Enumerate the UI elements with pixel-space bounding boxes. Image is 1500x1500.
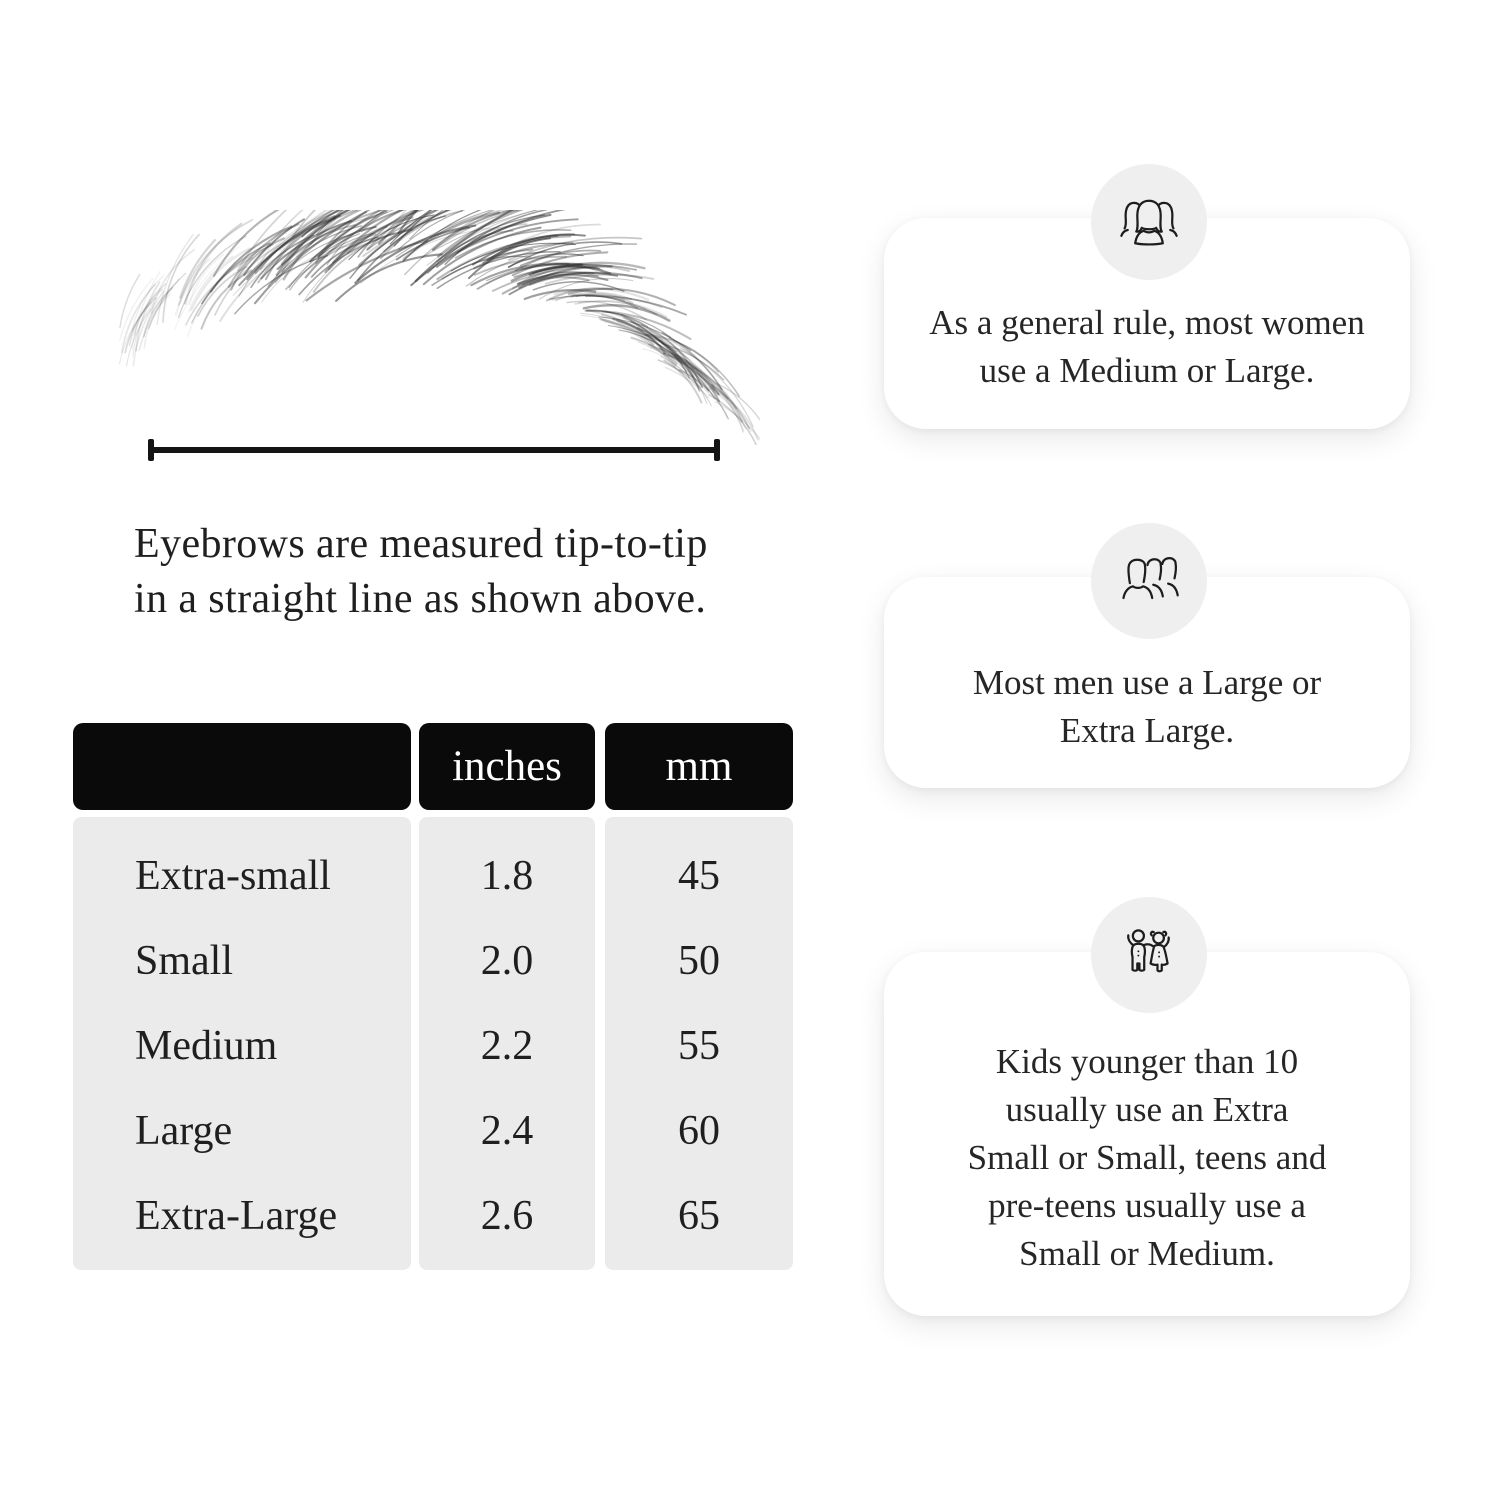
table-column-mm <box>605 817 793 1270</box>
table-cell-inches: 2.4 <box>480 1107 534 1154</box>
table-cell-inches: 2.6 <box>480 1192 534 1239</box>
measurement-line <box>150 439 718 461</box>
card-text-line: usually use an Extra <box>1005 1090 1289 1129</box>
measurement-end-tick-right <box>714 439 720 461</box>
table-cell-label: Extra-small <box>135 852 331 899</box>
table-cell-label: Extra-Large <box>135 1192 338 1239</box>
men-group-icon <box>1115 547 1183 615</box>
card-text-line: Kids younger than 10 <box>995 1042 1299 1081</box>
table-header-mm: mm <box>605 723 793 810</box>
card-men-text <box>884 659 1410 755</box>
eyebrow-illustration <box>100 210 760 445</box>
card-text-line: Extra Large. <box>1059 711 1235 750</box>
table-cell-inches: 2.0 <box>480 937 534 984</box>
women-icon-badge <box>1091 164 1207 280</box>
card-text-line: Small or Medium. <box>1019 1234 1275 1273</box>
table-cell-mm: 50 <box>678 937 720 984</box>
card-text-line: pre-teens usually use a <box>988 1186 1306 1225</box>
table-cell-mm: 60 <box>678 1107 720 1154</box>
measurement-bar <box>150 447 718 453</box>
table-column-sizes <box>73 817 411 1270</box>
table-cell-label: Small <box>135 937 234 984</box>
card-text-line: Most men use a Large or <box>972 663 1322 702</box>
table-cell-label: Medium <box>135 1022 278 1069</box>
card-text-line: Small or Small, teens and <box>967 1138 1327 1177</box>
table-cell-mm: 55 <box>678 1022 720 1069</box>
table-cell-mm: 65 <box>678 1192 720 1239</box>
card-text-line: As a general rule, most women <box>929 303 1365 342</box>
card-kids-text <box>884 1038 1410 1278</box>
table-cell-inches: 2.2 <box>480 1022 534 1069</box>
kids-icon <box>1115 921 1183 989</box>
measurement-caption <box>134 517 774 627</box>
card-women-text <box>884 299 1410 395</box>
table-column-inches <box>419 817 595 1270</box>
men-icon-badge <box>1091 523 1207 639</box>
card-text-line: use a Medium or Large. <box>979 351 1315 390</box>
caption-line: Eyebrows are measured tip-to-tip <box>134 521 708 567</box>
table-cell-mm: 45 <box>678 852 720 899</box>
table-header-blank <box>73 723 411 810</box>
kids-icon-badge <box>1091 897 1207 1013</box>
women-group-icon <box>1115 188 1183 256</box>
table-header-inches: inches <box>419 723 595 810</box>
table-cell-label: Large <box>135 1107 233 1154</box>
table-cell-inches: 1.8 <box>480 852 534 899</box>
caption-line: in a straight line as shown above. <box>134 576 707 622</box>
